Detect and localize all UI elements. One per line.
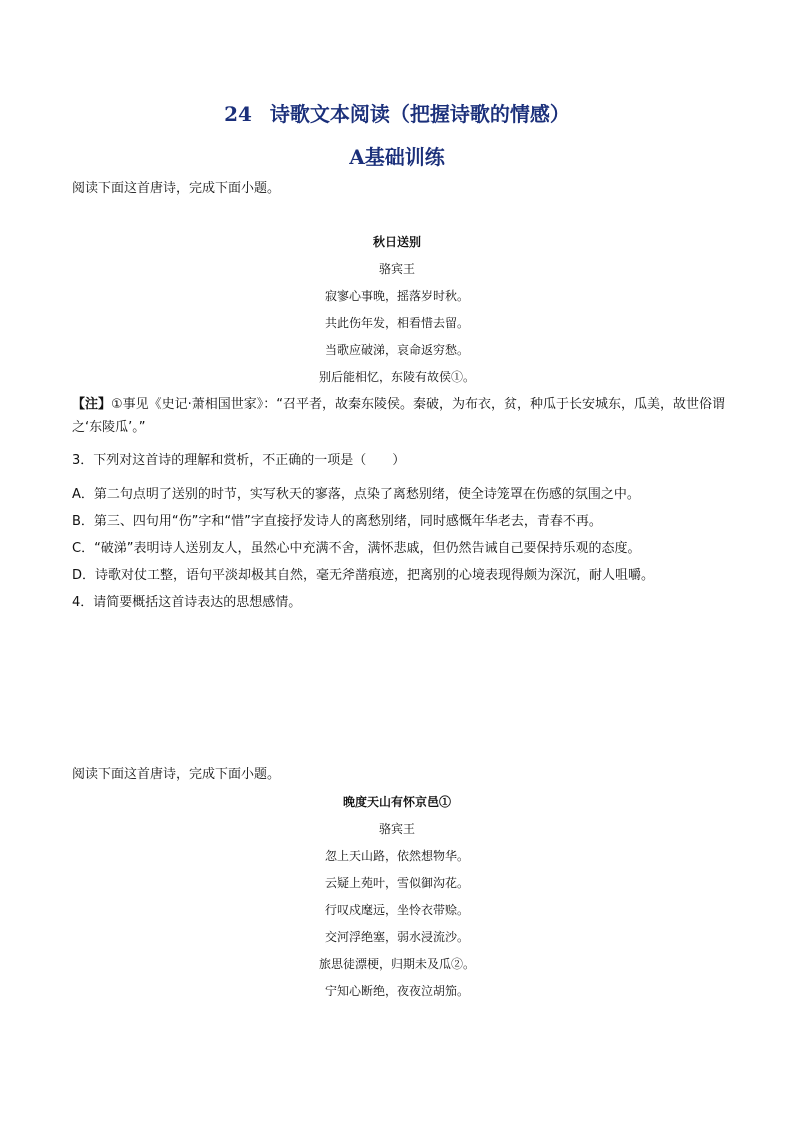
poem-line: 共此伤年发，相看惜去留。 bbox=[324, 316, 469, 330]
poem-author: 骆宾王 bbox=[378, 262, 415, 276]
option-d: D．诗歌对仗工整，语句平淡却极其自然，毫无斧凿痕迹，把离别的心境表现得颇为深沉，耐人咀嚼。 bbox=[72, 568, 655, 583]
question-3: 3．下列对这首诗的理解和赏析，不正确的一项是（ ） bbox=[72, 453, 406, 468]
section-subtitle: A基础训练 bbox=[349, 145, 445, 169]
poem-title: 秋日送别 bbox=[372, 235, 421, 249]
option-b: B．第三、四句用“伤”字和“惜”字直接抒发诗人的离愁别绪，同时感慨年华老去，青春不再。 bbox=[72, 514, 602, 529]
chapter-number: 24 bbox=[224, 102, 252, 126]
poem-line: 云疑上苑叶，雪似御沟花。 bbox=[324, 876, 469, 890]
question-4: 4．请简要概括这首诗表达的思想感情。 bbox=[72, 595, 302, 610]
footnote-tag: 【注】 bbox=[72, 397, 112, 412]
poem-line: 寂寥心事晚，摇落岁时秋。 bbox=[324, 289, 469, 303]
option-c: C．“破涕”表明诗人送别友人，虽然心中充满不舍，满怀悲戚，但仍然告诫自己要保持乐观的态度。 bbox=[72, 541, 641, 556]
instruction-text: 阅读下面这首唐诗，完成下面小题。 bbox=[72, 181, 281, 196]
instruction-text: 阅读下面这首唐诗，完成下面小题。 bbox=[72, 767, 281, 782]
option-a: A．第二句点明了送别的时节，实写秋天的寥落，点染了离愁别绪，使全诗笼罩在伤感的氛围之中。 bbox=[72, 487, 640, 502]
poem-line: 别后能相忆，东陵有故侯①。 bbox=[318, 370, 475, 384]
poem-line: 忽上天山路，依然想物华。 bbox=[324, 849, 469, 863]
poem-line: 交河浮绝塞，弱水浸流沙。 bbox=[324, 930, 469, 944]
poem-title: 晚度天山有怀京邑① bbox=[342, 795, 451, 809]
poem-line: 行叹戍麾远，坐怜衣带赊。 bbox=[324, 903, 469, 917]
poem-line: 当歌应破涕，哀命返穷愁。 bbox=[324, 343, 469, 357]
page-title bbox=[0, 98, 794, 127]
chapter-title: 诗歌文本阅读（把握诗歌的情感） bbox=[269, 102, 570, 126]
poem-author: 骆宾王 bbox=[378, 822, 415, 836]
footnote bbox=[72, 393, 732, 439]
footnote-text: ①事见《史记·萧相国世家》：“召平者，故秦东陵侯。秦破，为布衣，贫，种瓜于长安城东，瓜美，故世俗谓之‘东陵瓜’。” bbox=[72, 397, 726, 435]
poem-line: 宁知心断绝，夜夜泣胡笳。 bbox=[324, 984, 469, 998]
poem-line: 旅思徒漂梗，归期未及瓜②。 bbox=[318, 957, 475, 971]
